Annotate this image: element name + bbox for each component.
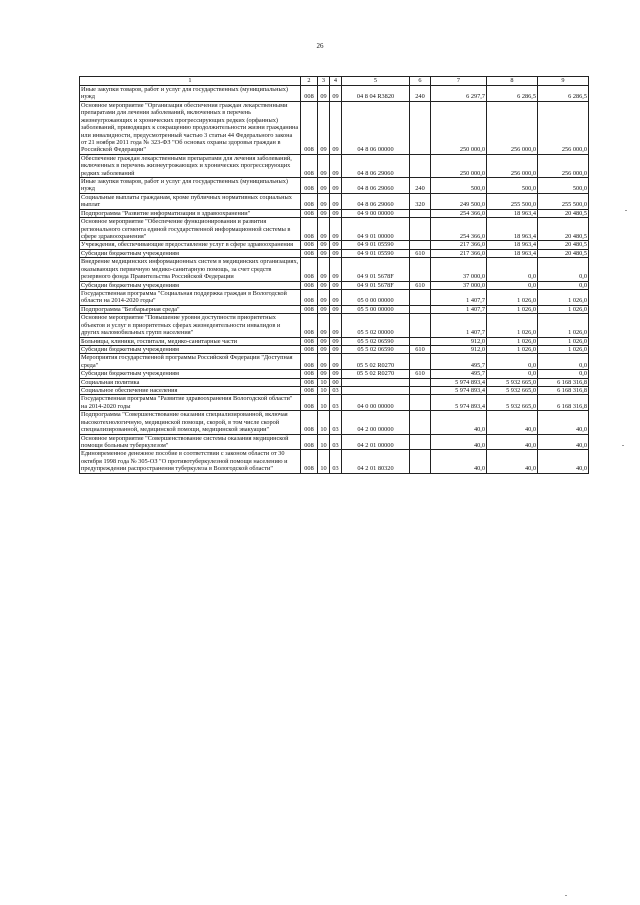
expense-type-cell	[410, 387, 431, 395]
row-name-cell: Подпрограмма "Безбарьерная среда"	[80, 305, 301, 313]
amount-cell-year2: 1 026,0	[487, 289, 538, 305]
ministry-code-cell: 008	[301, 289, 318, 305]
section-code-cell: 09	[318, 101, 330, 154]
section-code-cell: 09	[318, 281, 330, 289]
row-name-cell: Основное мероприятие "Совершенствование системы оказания медицинской помощи больным туберкулезом"	[80, 434, 301, 450]
table-row	[80, 450, 589, 473]
table-row	[80, 241, 589, 249]
subsection-code-cell: 00	[330, 378, 342, 386]
row-name-cell: Государственная программа "Развитие здравоохранения Вологодской области" на 2014-2020 годы	[80, 395, 301, 411]
amount-cell-year2: 1 026,0	[487, 305, 538, 313]
section-code-cell: 09	[318, 209, 330, 217]
amount-cell-year1: 5 974 893,4	[431, 387, 487, 395]
amount-cell-year2: 255 500,0	[487, 193, 538, 209]
row-name-cell: Социальное обеспечение населения	[80, 387, 301, 395]
target-article-cell: 04 9 01 5678F	[342, 281, 410, 289]
table-row	[80, 289, 589, 305]
expense-type-cell	[410, 411, 431, 434]
expense-type-cell: 610	[410, 249, 431, 257]
amount-cell-year2: 5 932 665,0	[487, 387, 538, 395]
target-article-cell: 04 8 06 29060	[342, 178, 410, 194]
amount-cell-year3: 6 168 316,8	[538, 378, 589, 386]
amount-cell-year2: 6 286,5	[487, 86, 538, 102]
expense-type-cell	[410, 305, 431, 313]
row-name-cell: Социальные выплаты гражданам, кроме публичных нормативных социальных выплат	[80, 193, 301, 209]
subsection-code-cell: 03	[330, 395, 342, 411]
table-row	[80, 395, 589, 411]
ministry-code-cell: 008	[301, 193, 318, 209]
amount-cell-year1: 40,0	[431, 411, 487, 434]
amount-cell-year3: 1 026,0	[538, 314, 589, 337]
expense-type-cell	[410, 314, 431, 337]
amount-cell-year1: 1 407,7	[431, 289, 487, 305]
table-body	[80, 86, 589, 474]
table-row	[80, 281, 589, 289]
ministry-code-cell: 008	[301, 305, 318, 313]
subsection-code-cell: 03	[330, 387, 342, 395]
ministry-code-cell: 008	[301, 154, 318, 177]
table-row	[80, 387, 589, 395]
section-code-cell: 10	[318, 395, 330, 411]
budget-table	[79, 76, 589, 474]
subsection-code-cell: 09	[330, 354, 342, 370]
subsection-code-cell: 09	[330, 101, 342, 154]
expense-type-cell	[410, 154, 431, 177]
amount-cell-year2: 1 026,0	[487, 314, 538, 337]
amount-cell-year2: 18 963,4	[487, 249, 538, 257]
target-article-cell: 04 0 00 00000	[342, 395, 410, 411]
section-code-cell: 09	[318, 193, 330, 209]
amount-cell-year3: 40,0	[538, 411, 589, 434]
target-article-cell: 05 5 02 00000	[342, 314, 410, 337]
expense-type-cell	[410, 258, 431, 281]
subsection-code-cell: 09	[330, 218, 342, 241]
subsection-code-cell: 09	[330, 305, 342, 313]
subsection-code-cell: 03	[330, 434, 342, 450]
amount-cell-year2: 0,0	[487, 258, 538, 281]
row-name-cell: Субсидии бюджетным учреждениям	[80, 281, 301, 289]
amount-cell-year1: 37 000,0	[431, 258, 487, 281]
amount-cell-year1: 912,0	[431, 337, 487, 345]
amount-cell-year3: 6 286,5	[538, 86, 589, 102]
subsection-code-cell: 09	[330, 281, 342, 289]
amount-cell-year2: 0,0	[487, 370, 538, 378]
section-code-cell: 10	[318, 434, 330, 450]
amount-cell-year1: 250 000,0	[431, 101, 487, 154]
expense-type-cell: 610	[410, 281, 431, 289]
subsection-code-cell: 09	[330, 241, 342, 249]
amount-cell-year2: 5 932 665,0	[487, 395, 538, 411]
ministry-code-cell: 008	[301, 378, 318, 386]
amount-cell-year2: 256 000,0	[487, 154, 538, 177]
subsection-code-cell: 09	[330, 209, 342, 217]
page-number: 26	[316, 42, 324, 50]
amount-cell-year1: 37 000,0	[431, 281, 487, 289]
expense-type-cell	[410, 434, 431, 450]
subsection-code-cell: 09	[330, 249, 342, 257]
subsection-code-cell: 09	[330, 345, 342, 353]
table-row	[80, 378, 589, 386]
amount-cell-year2: 40,0	[487, 450, 538, 473]
table-row	[80, 258, 589, 281]
target-article-cell: 04 9 01 05590	[342, 241, 410, 249]
subsection-code-cell: 09	[330, 154, 342, 177]
row-name-cell: Иные закупки товаров, работ и услуг для государственных (муниципальных) нужд	[80, 178, 301, 194]
column-header: 6	[410, 77, 431, 86]
target-article-cell: 04 9 01 00000	[342, 218, 410, 241]
expense-type-cell	[410, 395, 431, 411]
amount-cell-year1: 250 000,0	[431, 154, 487, 177]
amount-cell-year1: 495,7	[431, 354, 487, 370]
expense-type-cell	[410, 450, 431, 473]
row-name-cell: Основное мероприятие "Организация обеспечения граждан лекарственными препаратами для лечения заболеваний, включенных в перечень жизнеугрожающих и хронических прогрессирующих редких (орфанных) заболеваний, приводящих к сокращению продолжительности жизни гражданина или инвалидности, предусмотренный частью 3 статьи 44 Федерального закона от 21 ноября 2011 года № 323-ФЗ "Об основах охраны здоровья граждан в Российской Федерации"	[80, 101, 301, 154]
section-code-cell: 09	[318, 314, 330, 337]
amount-cell-year3: 256 000,0	[538, 154, 589, 177]
amount-cell-year2: 1 026,0	[487, 337, 538, 345]
row-name-cell: Подпрограмма "Совершенствование оказания специализированной, включая высокотехнологичную, медицинской помощи, скорой, в том числе скорой специализированной, медицинской помощи, медицинской эвакуации"	[80, 411, 301, 434]
section-code-cell: 09	[318, 218, 330, 241]
ministry-code-cell: 008	[301, 345, 318, 353]
section-code-cell: 09	[318, 154, 330, 177]
table-row	[80, 209, 589, 217]
amount-cell-year3: 1 026,0	[538, 337, 589, 345]
ministry-code-cell: 008	[301, 337, 318, 345]
row-name-cell: Основное мероприятие "Обеспечение функционирования и развития регионального сегмента единой государственной информационной системы в сфере здравоохранения"	[80, 218, 301, 241]
row-name-cell: Мероприятия государственной программы Российской Федерации "Доступная среда"	[80, 354, 301, 370]
ministry-code-cell: 008	[301, 411, 318, 434]
table-row	[80, 337, 589, 345]
section-code-cell: 09	[318, 337, 330, 345]
row-name-cell: Государственная программа "Социальная поддержка граждан в Вологодской области на 2014-2020 годы"	[80, 289, 301, 305]
expense-type-cell	[410, 101, 431, 154]
expense-type-cell: 240	[410, 178, 431, 194]
subsection-code-cell: 09	[330, 314, 342, 337]
ministry-code-cell: 008	[301, 218, 318, 241]
expense-type-cell	[410, 209, 431, 217]
amount-cell-year1: 500,0	[431, 178, 487, 194]
ministry-code-cell: 008	[301, 314, 318, 337]
amount-cell-year3: 1 026,0	[538, 345, 589, 353]
ministry-code-cell: 008	[301, 241, 318, 249]
section-code-cell: 09	[318, 289, 330, 305]
amount-cell-year2: 0,0	[487, 354, 538, 370]
expense-type-cell	[410, 218, 431, 241]
expense-type-cell	[410, 241, 431, 249]
target-article-cell	[342, 378, 410, 386]
target-article-cell: 04 2 01 80320	[342, 450, 410, 473]
amount-cell-year2: 256 000,0	[487, 101, 538, 154]
table-row	[80, 345, 589, 353]
amount-cell-year3: 20 480,5	[538, 249, 589, 257]
target-article-cell: 04 8 04 R3820	[342, 86, 410, 102]
expense-type-cell: 320	[410, 193, 431, 209]
column-header: 1	[80, 77, 301, 86]
table-row	[80, 154, 589, 177]
section-code-cell: 09	[318, 178, 330, 194]
amount-cell-year3: 0,0	[538, 258, 589, 281]
amount-cell-year1: 40,0	[431, 450, 487, 473]
amount-cell-year1: 495,7	[431, 370, 487, 378]
target-article-cell: 04 8 06 29060	[342, 154, 410, 177]
amount-cell-year1: 249 500,0	[431, 193, 487, 209]
ministry-code-cell: 008	[301, 178, 318, 194]
section-code-cell: 09	[318, 345, 330, 353]
amount-cell-year3: 6 168 316,8	[538, 395, 589, 411]
table-header-row	[80, 77, 589, 86]
table-row	[80, 411, 589, 434]
expense-type-cell	[410, 289, 431, 305]
row-name-cell: Единовременное денежное пособие в соответствии с законом области от 30 октября 1998 года № 305-ОЗ "О противотуберкулезной помощи населению и предупреждении распространения туберкулеза в Вологодской области"	[80, 450, 301, 473]
row-name-cell: Субсидии бюджетным учреждениям	[80, 345, 301, 353]
column-header: 8	[487, 77, 538, 86]
amount-cell-year3: 40,0	[538, 450, 589, 473]
amount-cell-year3: 0,0	[538, 370, 589, 378]
section-code-cell: 09	[318, 86, 330, 102]
ministry-code-cell: 008	[301, 258, 318, 281]
row-name-cell: Больницы, клиники, госпитали, медико-санитарные части	[80, 337, 301, 345]
amount-cell-year3: 1 026,0	[538, 289, 589, 305]
table-row	[80, 178, 589, 194]
expense-type-cell: 610	[410, 370, 431, 378]
subsection-code-cell: 09	[330, 258, 342, 281]
amount-cell-year3: 6 168 316,8	[538, 387, 589, 395]
section-code-cell: 09	[318, 258, 330, 281]
row-name-cell: Подпрограмма "Развитие информатизации в здравоохранении"	[80, 209, 301, 217]
amount-cell-year2: 40,0	[487, 434, 538, 450]
expense-type-cell: 610	[410, 345, 431, 353]
subsection-code-cell: 09	[330, 178, 342, 194]
table-row	[80, 305, 589, 313]
ministry-code-cell: 008	[301, 354, 318, 370]
expense-type-cell	[410, 354, 431, 370]
table-row	[80, 370, 589, 378]
amount-cell-year3: 20 480,5	[538, 241, 589, 249]
target-article-cell: 04 2 01 00000	[342, 434, 410, 450]
amount-cell-year2: 1 026,0	[487, 345, 538, 353]
ministry-code-cell: 008	[301, 249, 318, 257]
column-header: 5	[342, 77, 410, 86]
amount-cell-year1: 1 407,7	[431, 305, 487, 313]
row-name-cell: Социальная политика	[80, 378, 301, 386]
amount-cell-year3: 500,0	[538, 178, 589, 194]
ministry-code-cell: 008	[301, 209, 318, 217]
section-code-cell: 10	[318, 411, 330, 434]
section-code-cell: 09	[318, 370, 330, 378]
subsection-code-cell: 09	[330, 193, 342, 209]
expense-type-cell	[410, 378, 431, 386]
ministry-code-cell: 008	[301, 281, 318, 289]
column-header: 9	[538, 77, 589, 86]
target-article-cell	[342, 387, 410, 395]
table-row	[80, 314, 589, 337]
section-code-cell: 10	[318, 450, 330, 473]
ministry-code-cell: 008	[301, 434, 318, 450]
row-name-cell: Иные закупки товаров, работ и услуг для государственных (муниципальных) нужд	[80, 86, 301, 102]
subsection-code-cell: 03	[330, 411, 342, 434]
target-article-cell: 04 9 01 5678F	[342, 258, 410, 281]
target-article-cell: 05 5 02 06590	[342, 345, 410, 353]
margin-mark	[622, 445, 624, 446]
table-row	[80, 434, 589, 450]
amount-cell-year3: 40,0	[538, 434, 589, 450]
amount-cell-year3: 256 000,0	[538, 101, 589, 154]
target-article-cell: 05 0 00 00000	[342, 289, 410, 305]
row-name-cell: Субсидии бюджетным учреждениям	[80, 249, 301, 257]
section-code-cell: 09	[318, 305, 330, 313]
amount-cell-year2: 18 963,4	[487, 209, 538, 217]
amount-cell-year1: 6 297,7	[431, 86, 487, 102]
column-header: 2	[301, 77, 318, 86]
row-name-cell: Обеспечение граждан лекарственными препаратами для лечения заболеваний, включенных в перечень жизнеугрожающих и хронических прогрессирующих редких заболеваний	[80, 154, 301, 177]
amount-cell-year1: 5 974 893,4	[431, 378, 487, 386]
subsection-code-cell: 09	[330, 370, 342, 378]
table-row	[80, 86, 589, 102]
row-name-cell: Учреждения, обеспечивающие предоставление услуг в сфере здравоохранения	[80, 241, 301, 249]
table-row	[80, 249, 589, 257]
column-header: 3	[318, 77, 330, 86]
row-name-cell: Основное мероприятие "Повышение уровня доступности приоритетных объектов и услуг в приоритетных сферах жизнедеятельности инвалидов и других маломобильных групп населения"	[80, 314, 301, 337]
target-article-cell: 04 9 00 00000	[342, 209, 410, 217]
column-header: 4	[330, 77, 342, 86]
amount-cell-year2: 5 932 665,0	[487, 378, 538, 386]
amount-cell-year3: 255 500,0	[538, 193, 589, 209]
target-article-cell: 05 5 00 00000	[342, 305, 410, 313]
amount-cell-year3: 0,0	[538, 354, 589, 370]
table-row	[80, 354, 589, 370]
ministry-code-cell: 008	[301, 395, 318, 411]
row-name-cell: Субсидии бюджетным учреждениям	[80, 370, 301, 378]
amount-cell-year1: 912,0	[431, 345, 487, 353]
section-code-cell: 10	[318, 387, 330, 395]
target-article-cell: 04 2 00 00000	[342, 411, 410, 434]
table-row	[80, 218, 589, 241]
section-code-cell: 09	[318, 249, 330, 257]
amount-cell-year1: 254 366,0	[431, 209, 487, 217]
expense-type-cell	[410, 337, 431, 345]
table-row	[80, 193, 589, 209]
amount-cell-year1: 1 407,7	[431, 314, 487, 337]
ministry-code-cell: 008	[301, 387, 318, 395]
section-code-cell: 10	[318, 378, 330, 386]
target-article-cell: 04 8 06 29060	[342, 193, 410, 209]
amount-cell-year2: 40,0	[487, 411, 538, 434]
amount-cell-year2: 0,0	[487, 281, 538, 289]
margin-mark	[565, 895, 567, 896]
margin-mark	[625, 210, 627, 211]
amount-cell-year2: 18 963,4	[487, 241, 538, 249]
subsection-code-cell: 09	[330, 289, 342, 305]
ministry-code-cell: 008	[301, 101, 318, 154]
target-article-cell: 04 9 01 05590	[342, 249, 410, 257]
ministry-code-cell: 008	[301, 450, 318, 473]
amount-cell-year1: 217 366,0	[431, 241, 487, 249]
amount-cell-year3: 1 026,0	[538, 305, 589, 313]
section-code-cell: 09	[318, 241, 330, 249]
subsection-code-cell: 03	[330, 450, 342, 473]
row-name-cell: Внедрение медицинских информационных систем в медицинских организациях, оказывающих первичную медико-санитарную помощь, за счет средств резервного фонда Правительства Российской Федерации	[80, 258, 301, 281]
subsection-code-cell: 09	[330, 337, 342, 345]
target-article-cell: 04 8 06 00000	[342, 101, 410, 154]
amount-cell-year1: 5 974 893,4	[431, 395, 487, 411]
amount-cell-year3: 0,0	[538, 281, 589, 289]
amount-cell-year3: 20 480,5	[538, 218, 589, 241]
expense-type-cell: 240	[410, 86, 431, 102]
ministry-code-cell: 008	[301, 370, 318, 378]
amount-cell-year2: 500,0	[487, 178, 538, 194]
amount-cell-year1: 40,0	[431, 434, 487, 450]
amount-cell-year1: 217 366,0	[431, 249, 487, 257]
amount-cell-year3: 20 480,5	[538, 209, 589, 217]
table-row	[80, 101, 589, 154]
target-article-cell: 05 5 02 R0270	[342, 370, 410, 378]
target-article-cell: 05 5 02 R0270	[342, 354, 410, 370]
amount-cell-year1: 254 366,0	[431, 218, 487, 241]
section-code-cell: 09	[318, 354, 330, 370]
column-header: 7	[431, 77, 487, 86]
subsection-code-cell: 09	[330, 86, 342, 102]
ministry-code-cell: 008	[301, 86, 318, 102]
target-article-cell: 05 5 02 06590	[342, 337, 410, 345]
amount-cell-year2: 18 963,4	[487, 218, 538, 241]
